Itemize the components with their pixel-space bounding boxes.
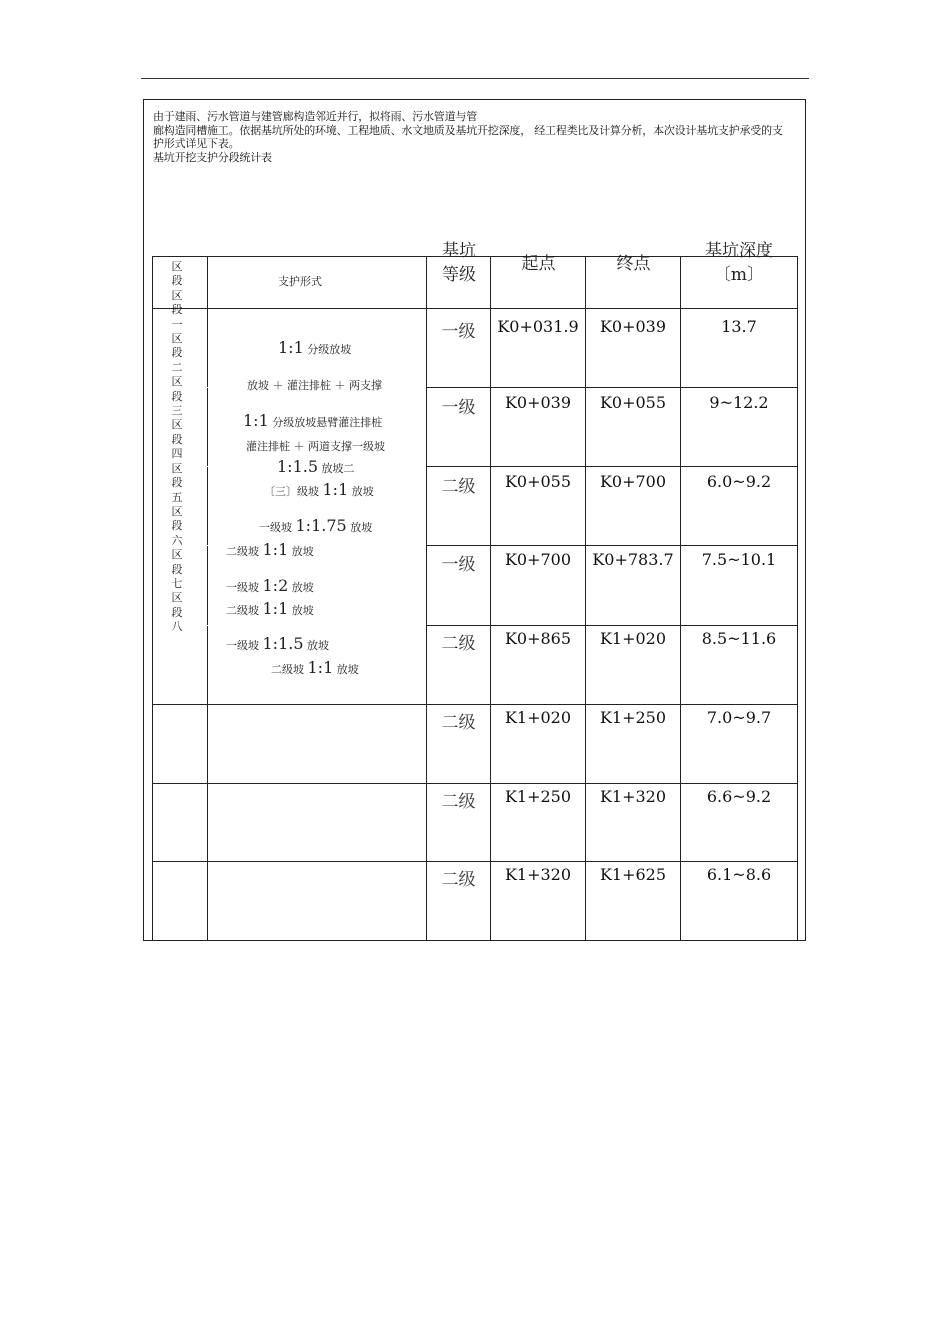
header-depth-line1: 基坑深度 — [705, 241, 773, 261]
support-desc: 分级放坡 — [303, 343, 352, 356]
row-3-grade: 二级 — [441, 477, 476, 497]
support-desc: 放坡 ＋ 灌注排桩 ＋ 两支撑 — [247, 379, 382, 392]
section-label-char: 段 — [171, 432, 183, 446]
section-label-char: 区 — [171, 418, 183, 432]
row-5-grade: 二级 — [441, 634, 476, 654]
row-7-depth: 6.6~9.2 — [706, 787, 772, 806]
support-line — [246, 438, 385, 454]
row-8-grade: 二级 — [441, 870, 476, 890]
section-label-char: 段 — [171, 389, 183, 403]
support-desc: 灌注排桩 ＋ 两道支撑一级坡 — [246, 440, 385, 453]
section-label-char: 区 — [171, 332, 183, 346]
support-ratio: 1:1 — [262, 599, 289, 618]
section-label-char: 四 — [171, 447, 183, 461]
support-prefix: 二级坡 — [226, 545, 263, 558]
support-desc: 放坡 — [346, 521, 373, 534]
support-prefix: 二级坡 — [226, 604, 263, 617]
section-label-char: 段 — [171, 303, 183, 317]
row-3-start: K0+055 — [504, 472, 572, 491]
section-label-char: 段 — [171, 274, 183, 288]
support-ratio: 1:1 — [307, 658, 334, 677]
row-6-depth: 7.0~9.7 — [706, 708, 772, 727]
row-5-depth: 8.5~11.6 — [701, 629, 777, 648]
row-6-end: K1+250 — [599, 708, 667, 727]
support-prefix: 一级坡 — [226, 639, 263, 652]
row-5-end: K1+020 — [599, 629, 667, 648]
row-4-grade: 一级 — [441, 555, 476, 575]
col-line — [490, 256, 491, 940]
header-support: 支护形式 — [278, 275, 322, 288]
row-1-depth: 13.7 — [721, 317, 757, 336]
row-6-grade: 二级 — [441, 713, 476, 733]
support-desc: 放坡 — [348, 485, 374, 498]
support-prefix: 一级坡 — [259, 521, 296, 534]
section-label-char: 段 — [171, 346, 183, 360]
support-prefix: 一级坡 — [226, 581, 263, 594]
row-line — [152, 861, 798, 862]
section-label-char: 一 — [171, 317, 183, 331]
support-line — [226, 599, 314, 618]
col-line — [585, 256, 586, 940]
row-1-end: K0+039 — [599, 317, 667, 336]
table-caption: 基坑开挖支护分段统计表 — [153, 150, 272, 164]
section-label-char: 八 — [171, 620, 183, 634]
col-line — [152, 256, 153, 940]
support-line — [264, 480, 374, 499]
section-label-char: 段 — [171, 562, 183, 576]
section-label-char: 区 — [171, 461, 183, 475]
row-line — [152, 308, 798, 309]
section-label-char: 区 — [171, 591, 183, 605]
merged-cell-cover — [153, 625, 426, 626]
row-4-depth: 7.5~10.1 — [701, 550, 777, 569]
header-grade-line2: 等级 — [442, 265, 476, 285]
section-label-char: 区 — [171, 504, 183, 518]
header-depth — [681, 239, 797, 287]
intro-line-1: 由于建雨、污水管道与建管廊构造邻近并行，拟将雨、污水管道与管 — [153, 110, 477, 123]
row-7-start: K1+250 — [504, 787, 572, 806]
section-label-char: 五 — [171, 490, 183, 504]
header-end: 终点 — [616, 254, 651, 274]
section-label-char: 六 — [171, 533, 183, 547]
intro-line-2: 廊构造同槽施工。依据基坑所处的环境、工程地质、水文地质及基坑开挖深度， 经工程类比及计算分析，本次设计基坑支护承受的支 — [153, 123, 783, 137]
support-ratio: 1:1.5 — [262, 634, 304, 653]
row-7-end: K1+320 — [599, 787, 667, 806]
section-label-char: 段 — [171, 605, 183, 619]
support-line — [259, 516, 372, 535]
header-depth-line2: 〔m〕 — [713, 265, 765, 285]
section-label-char: 段 — [171, 476, 183, 490]
section-label-char: 段 — [171, 519, 183, 533]
support-line — [271, 658, 359, 677]
section-label-char: 区 — [171, 288, 183, 302]
row-4-end: K0+783.7 — [592, 550, 674, 569]
col-line — [426, 256, 427, 940]
section-label-char: 区 — [171, 548, 183, 562]
support-line — [277, 457, 355, 476]
support-ratio: 1:1 — [243, 411, 269, 430]
support-ratio: 1:2 — [262, 576, 289, 595]
section-labels — [168, 260, 186, 635]
col-line — [207, 256, 208, 940]
support-desc: 放坡 — [333, 663, 359, 676]
support-desc: 分级放坡悬臂灌注排桩 — [268, 416, 383, 429]
row-1-grade: 一级 — [441, 322, 476, 342]
intro-text — [153, 110, 801, 164]
support-ratio: 1:1 — [322, 480, 349, 499]
intro-line-3: 护形式详见下表。 — [153, 137, 240, 150]
row-3-end: K0+700 — [599, 472, 667, 491]
support-line — [226, 540, 314, 559]
row-2-start: K0+039 — [504, 393, 572, 412]
row-8-start: K1+320 — [504, 865, 572, 884]
row-2-depth: 9~12.2 — [709, 393, 769, 412]
header-grade — [428, 239, 490, 287]
support-line — [247, 377, 382, 393]
section-label-char: 区 — [171, 375, 183, 389]
support-line — [243, 411, 382, 430]
section-label-char: 区 — [171, 260, 183, 273]
row-7-grade: 二级 — [441, 792, 476, 812]
row-line — [152, 783, 798, 784]
support-desc: 放坡 — [303, 639, 330, 652]
row-2-end: K0+055 — [599, 393, 667, 412]
support-desc: 放坡二 — [318, 462, 355, 475]
section-label-char: 三 — [171, 404, 183, 418]
row-line — [152, 940, 798, 941]
row-2-grade: 一级 — [441, 398, 476, 418]
row-3-depth: 6.0~9.2 — [706, 472, 772, 491]
col-line — [680, 256, 681, 940]
support-line — [226, 576, 314, 595]
row-6-start: K1+020 — [504, 708, 572, 727]
support-desc: 放坡 — [288, 604, 314, 617]
support-ratio: 1:1.75 — [295, 516, 347, 535]
header-start: 起点 — [521, 254, 556, 274]
support-desc: 放坡 — [288, 581, 314, 594]
section-label-char: 七 — [171, 576, 183, 590]
support-ratio: 1:1 — [262, 540, 289, 559]
row-4-start: K0+700 — [504, 550, 572, 569]
content-frame — [143, 99, 806, 941]
section-label-char: 二 — [171, 360, 183, 374]
header-grade-line1: 基坑 — [442, 241, 476, 261]
support-ratio: 1:1 — [278, 338, 304, 357]
page-top-rule — [141, 78, 809, 79]
row-1-start: K0+031.9 — [497, 317, 579, 336]
support-ratio: 1:1.5 — [277, 457, 319, 476]
row-5-start: K0+865 — [504, 629, 572, 648]
row-line — [152, 704, 798, 705]
support-desc: 放坡 — [288, 545, 314, 558]
col-line — [797, 256, 798, 940]
row-8-depth: 6.1~8.6 — [706, 865, 772, 884]
support-line — [278, 338, 351, 357]
support-line — [226, 634, 329, 653]
row-8-end: K1+625 — [599, 865, 667, 884]
support-prefix: 〔三〕级坡 — [264, 485, 323, 498]
support-prefix: 二级坡 — [271, 663, 308, 676]
